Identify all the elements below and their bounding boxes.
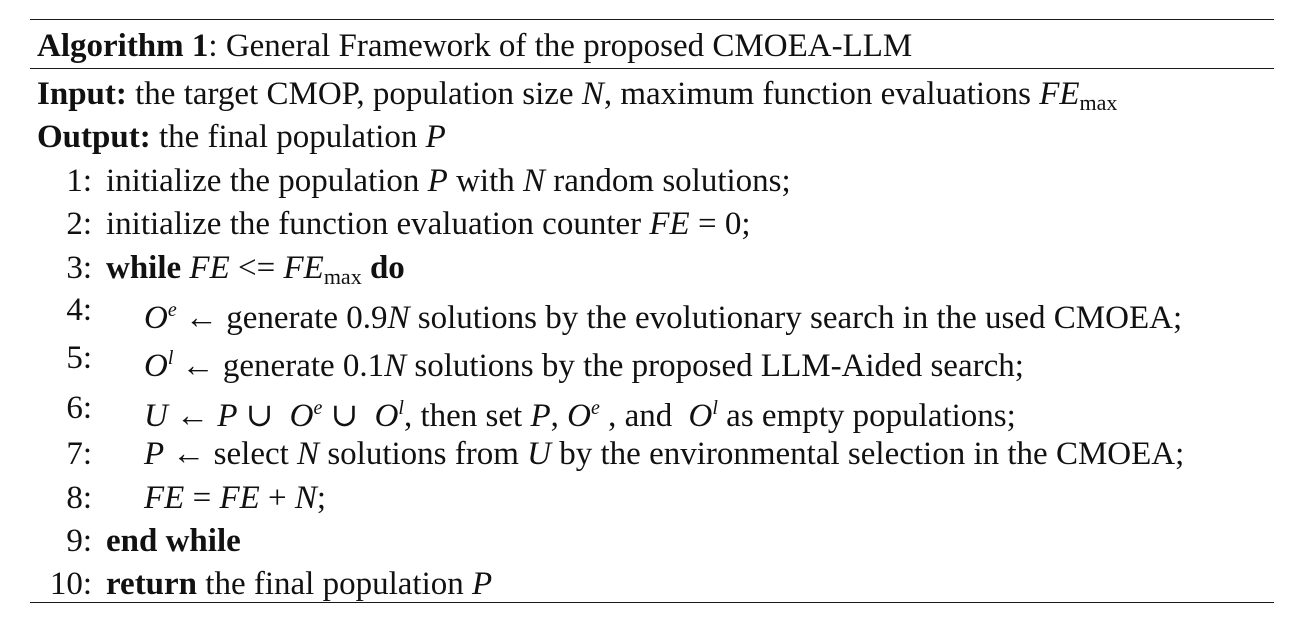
step-number: 6: <box>66 390 92 426</box>
keyword-do: do <box>369 250 405 286</box>
top-rule <box>30 19 1274 20</box>
step-text: while FE <= $FE_{max}$ do <box>106 250 405 289</box>
step-number: 1: <box>66 163 92 199</box>
input-text: the target CMOP, population size N, maximum function evaluations $FE_{max}$ <box>135 76 1118 115</box>
step-text: initialize the function evaluation counter FE = 0; <box>106 206 751 242</box>
input-label: Input: <box>37 76 127 112</box>
step-number: 9: <box>66 523 92 559</box>
step-text <box>106 521 241 561</box>
algorithm-title: General Framework of the proposed CMOEA-LLM <box>225 28 913 64</box>
step-number: 3: <box>66 250 92 286</box>
output-label: Output: <box>37 119 151 155</box>
keyword-end-while: end while <box>106 523 241 559</box>
step-text: initialize the population P with N random solutions; <box>106 163 791 199</box>
algorithm-header: Algorithm 1: General Framework of the proposed CMOEA-LLM <box>37 28 913 64</box>
output-text: the final population P <box>158 119 446 155</box>
input-line <box>37 74 1117 123</box>
step-text: return the final population P <box>106 566 493 602</box>
algorithm-label: Algorithm 1 <box>37 28 209 64</box>
step-number: 8: <box>66 480 92 516</box>
keyword-return: return <box>106 566 198 602</box>
step-number: 5: <box>66 340 92 376</box>
output-line <box>37 117 446 157</box>
keyword-while: while <box>106 250 182 286</box>
step-number: 4: <box>66 292 92 328</box>
step-text: $O^e$ ← generate 0.9N solutions by the evolutionary search in the used CMOEA; <box>144 299 1183 336</box>
header-rule <box>30 68 1274 69</box>
step-number: 2: <box>66 206 92 242</box>
bottom-rule <box>30 602 1274 603</box>
step-text: FE = FE + N; <box>144 480 327 516</box>
step-text: U ← P ∪ $O^e$ ∪ $O^l$, then set P, $O^e$ , and $O^l$ as empty populations; <box>144 397 1016 434</box>
step-text: P ← select N solutions from U by the environmental selection in the CMOEA; <box>144 436 1185 472</box>
step-number: 7: <box>66 436 92 472</box>
step-number: 10: <box>49 566 92 602</box>
step-text: $O^l$ ← generate 0.1N solutions by the proposed LLM-Aided search; <box>144 347 1024 384</box>
